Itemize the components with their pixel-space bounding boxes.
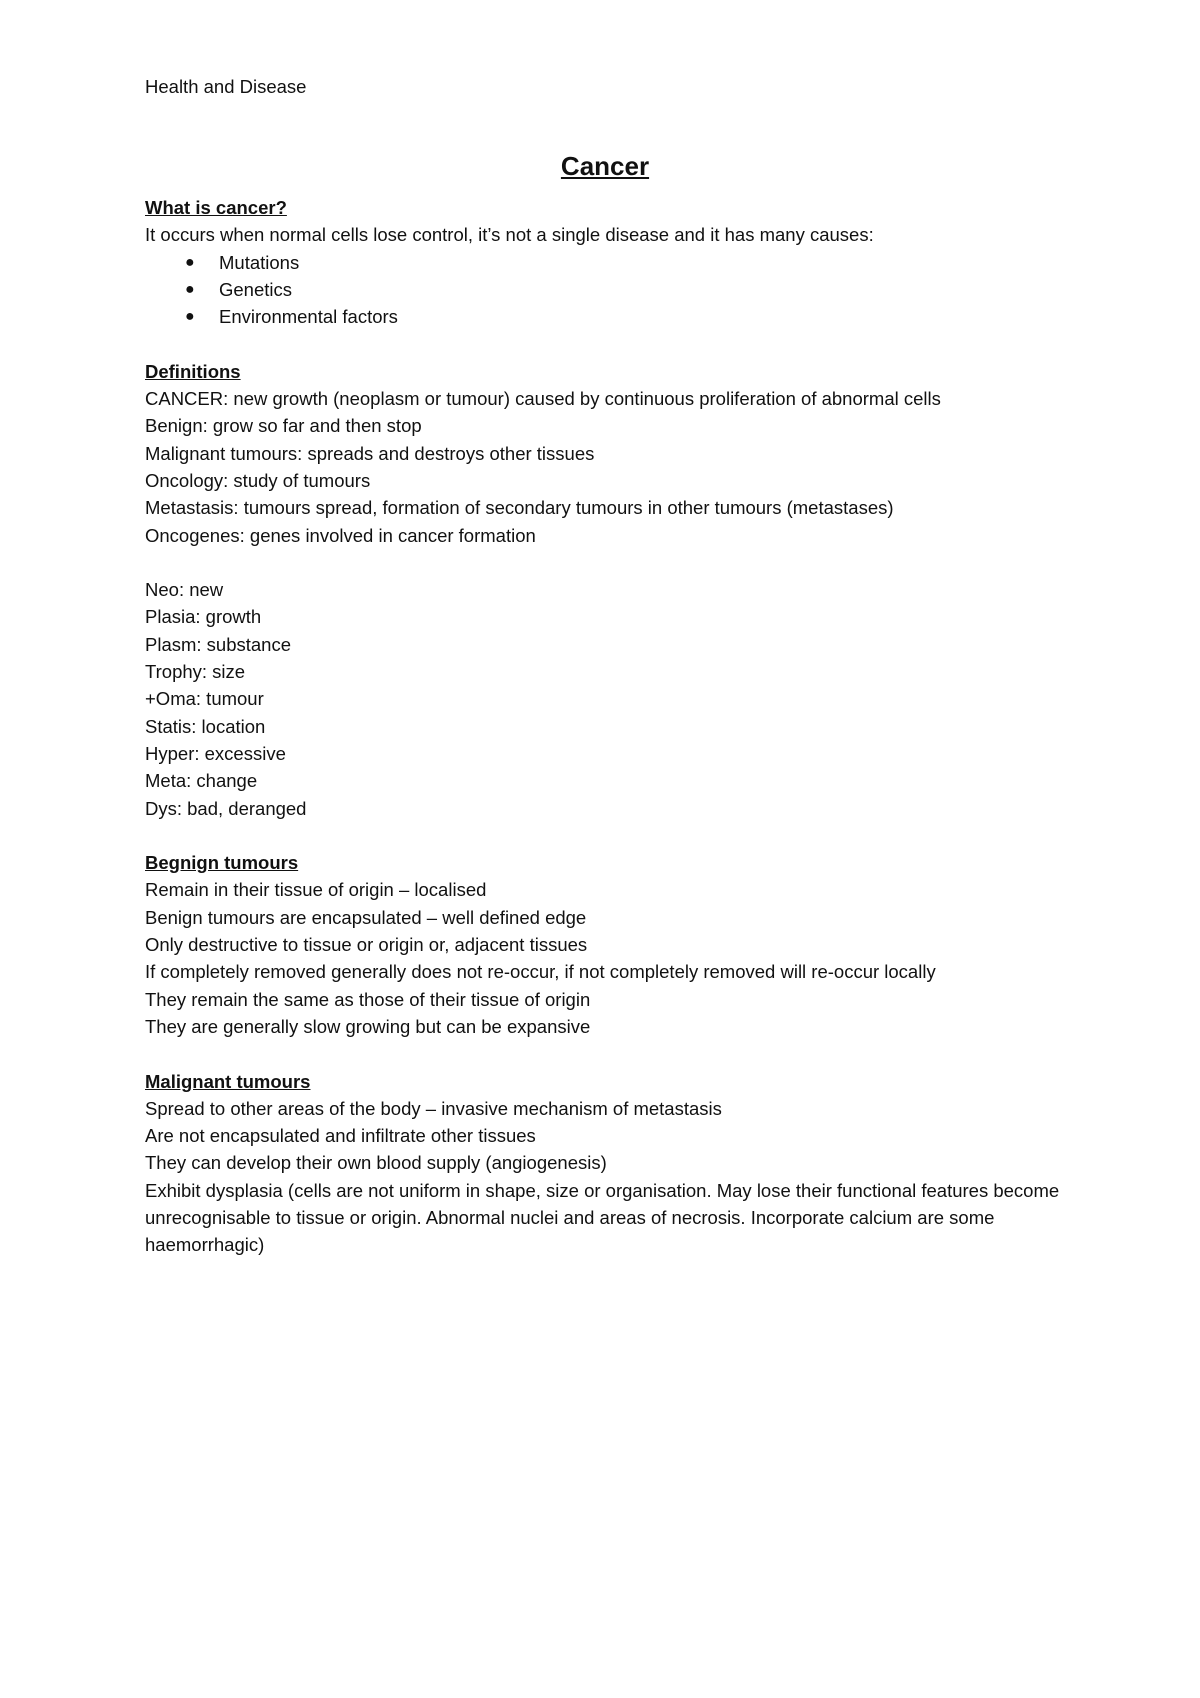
benign-line: If completely removed generally does not re-occur, if not completely removed will re-occur locally [145, 961, 936, 983]
term-line: Dys: bad, deranged [145, 797, 307, 819]
term-line: Meta: change [145, 770, 258, 792]
bullet-icon: ● [185, 308, 195, 326]
malignant-paragraph: Exhibit dysplasia (cells are not uniform in shape, size or organisation. May lose their functional features become unrecognisable to tissue or origin. Abnormal nuclei and areas of necrosis. Incorporate calcium are some haemorrhagic) [145, 1179, 1060, 1256]
term-line: Plasia: growth [145, 606, 262, 628]
list-item: ● Environmental factors [145, 303, 1065, 330]
section-benign-tumours [145, 849, 1065, 1040]
section-what-is-cancer [145, 194, 1065, 330]
benign-line: Only destructive to tissue or origin or, adjacent tissues [145, 934, 588, 956]
section-terms [145, 576, 1065, 822]
benign-line: They remain the same as those of their tissue of origin [145, 988, 591, 1010]
definition-line: Benign: grow so far and then stop [145, 415, 422, 437]
bullet-icon: ● [185, 280, 195, 298]
term-line: +Oma: tumour [145, 688, 264, 710]
list-item: ● Genetics [145, 276, 1065, 303]
malignant-line: Spread to other areas of the body – invasive mechanism of metastasis [145, 1097, 722, 1119]
term-line: Neo: new [145, 579, 224, 601]
intro-text: It occurs when normal cells lose control, it’s not a single disease and it has many causes: [145, 224, 874, 246]
definition-line: Metastasis: tumours spread, formation of secondary tumours in other tumours (metastases) [145, 497, 894, 519]
document-title: Cancer [560, 151, 650, 181]
term-line: Trophy: size [145, 661, 246, 683]
benign-line: Remain in their tissue of origin – localised [145, 879, 487, 901]
document-header: Health and Disease [145, 76, 307, 97]
section-heading: Definitions [145, 360, 241, 382]
list-item: ● Mutations [145, 249, 1065, 276]
definition-line: CANCER: new growth (neoplasm or tumour) caused by continuous proliferation of abnormal cells [145, 388, 941, 410]
definition-line: Oncogenes: genes involved in cancer formation [145, 524, 536, 546]
term-line: Plasm: substance [145, 633, 292, 655]
benign-line: Benign tumours are encapsulated – well defined edge [145, 906, 587, 928]
bullet-icon: ● [185, 253, 195, 271]
term-line: Hyper: excessive [145, 742, 286, 764]
document-body [145, 144, 1065, 1259]
causes-list [145, 249, 1065, 331]
section-heading: What is cancer? [145, 197, 287, 218]
malignant-line: Are not encapsulated and infiltrate other tissues [145, 1125, 536, 1147]
definition-line: Malignant tumours: spreads and destroys other tissues [145, 442, 595, 464]
benign-line: They are generally slow growing but can be expansive [145, 1015, 591, 1037]
definition-line: Oncology: study of tumours [145, 469, 371, 491]
section-heading: Begnign tumours [145, 852, 299, 874]
malignant-line: They can develop their own blood supply (angiogenesis) [145, 1152, 607, 1174]
term-line: Statis: location [145, 715, 266, 737]
section-heading: Malignant tumours [145, 1070, 311, 1092]
section-definitions [145, 358, 1065, 549]
section-malignant-tumours [145, 1068, 1065, 1259]
